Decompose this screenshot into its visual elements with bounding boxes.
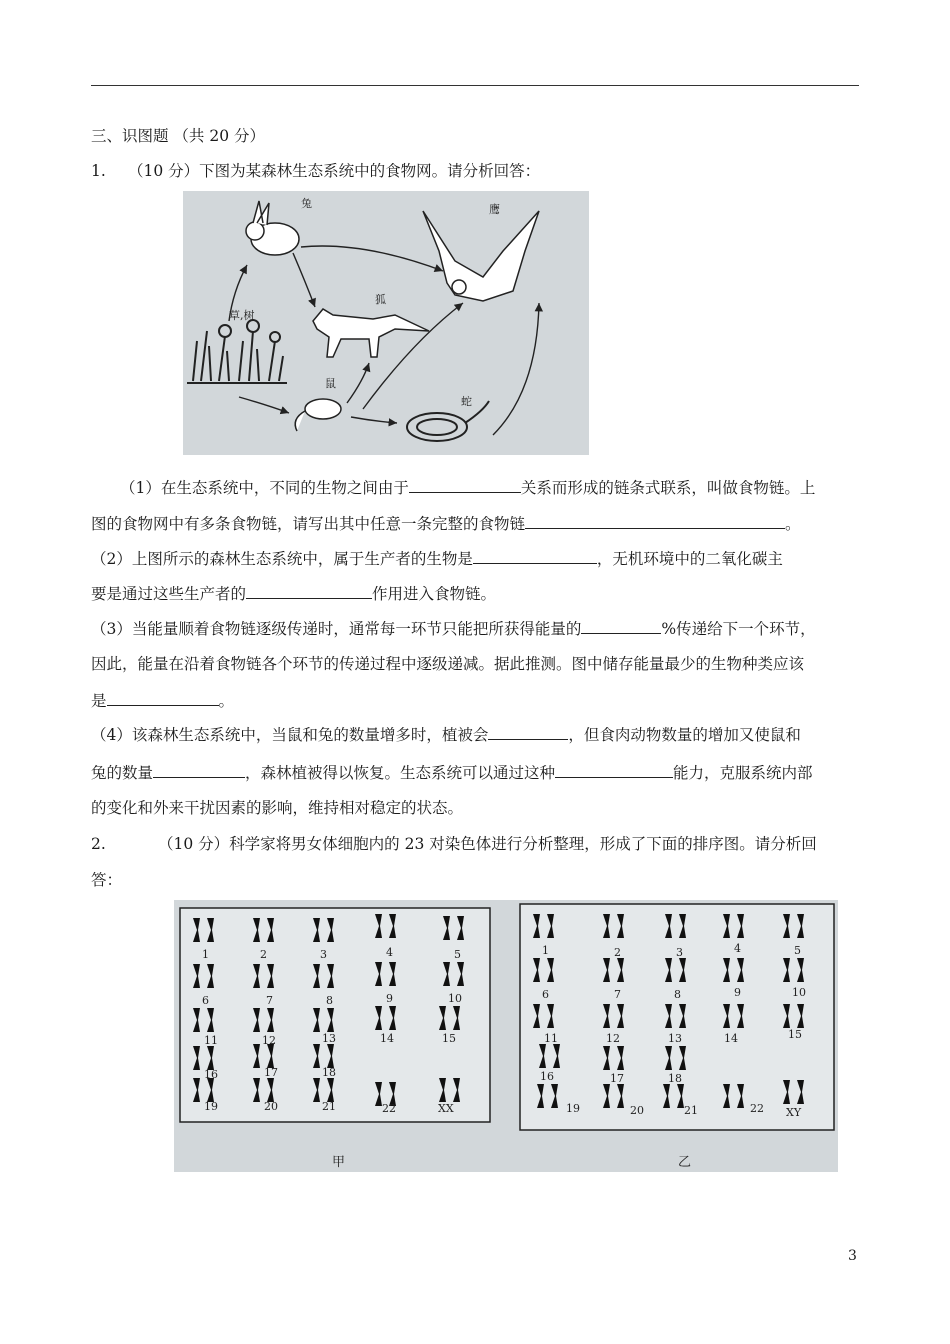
grass-label: 草,树 [229,309,255,322]
chrom-label-xy: XY [786,1106,802,1119]
chrom-label-11: 11 [204,1034,218,1047]
chrom-label-16: 16 [204,1068,218,1081]
q1-part2-line1 [91,548,783,569]
chrom-label-4: 4 [386,946,393,959]
chrom-label-m4: 4 [734,942,741,955]
chrom-label-12: 12 [262,1034,276,1047]
q1-part3-line1 [91,618,816,639]
q1-part3-text-b: %传递给下一个环节， [661,620,816,638]
q1-part4-line1 [91,724,801,745]
q1-part3-text-d: 。 [218,692,235,710]
q1-part1-line1 [120,477,815,498]
answer-blank-food-chain[interactable] [525,513,785,529]
karyotype-caption-right: 乙 [678,1155,692,1170]
q1-part2-text-d: 作用进入食物链。 [372,585,497,603]
chrom-label-8: 8 [326,994,333,1007]
chrom-label-10: 10 [448,992,462,1005]
chrom-label-19: 19 [204,1100,218,1113]
q1-part4-text-b: ，但食肉动物数量的增加又使鼠和 [568,726,801,744]
eagle-drawing [423,211,539,301]
page-number: 3 [848,1248,857,1264]
karyotype-figure [174,900,838,1172]
q1-part2-text-a: （2）上图所示的森林生态系统中，属于生产者的生物是 [91,550,473,568]
food-web-figure [183,191,589,455]
chrom-label-m5: 5 [794,944,801,957]
chrom-label-m6: 6 [542,988,549,1001]
chrom-label-m18: 18 [668,1072,682,1085]
chrom-label-22: 22 [382,1102,396,1115]
chrom-label-m7: 7 [614,988,621,1001]
chrom-label-m21: 21 [684,1104,698,1117]
q1-part3-text-a: （3）当能量顺着食物链逐级传递时，通常每一环节只能把所获得能量的 [91,620,582,638]
answer-blank-self-regulation[interactable] [555,762,673,778]
chrom-label-m20: 20 [630,1104,644,1117]
q1-part4-text-c: 兔的数量 [91,764,154,782]
chrom-label-1: 1 [202,948,209,961]
chrom-label-2: 2 [260,948,267,961]
q1-part3-text-c: 是 [91,692,107,710]
chrom-label-13: 13 [322,1032,336,1045]
chrom-label-21: 21 [322,1100,336,1113]
fox-label: 狐 [375,293,386,306]
answer-blank-photosynthesis[interactable] [246,583,372,599]
chrom-label-5: 5 [454,948,461,961]
answer-blank-least-energy[interactable] [107,690,219,706]
chrom-label-9: 9 [386,992,393,1005]
chrom-label-m3: 3 [676,946,683,959]
chrom-label-m2: 2 [614,946,621,959]
chrom-label-m8: 8 [674,988,681,1001]
chrom-label-m17: 17 [610,1072,624,1085]
mouse-drawing [295,399,341,431]
chrom-label-m11: 11 [544,1032,558,1045]
chrom-label-3: 3 [320,948,327,961]
q1-part2-line2 [91,583,496,604]
q1-part3-line3 [91,690,234,711]
q1-part1-line2 [91,513,801,534]
header-rule [91,85,859,86]
chrom-label-14: 14 [380,1032,394,1045]
chrom-label-15: 15 [442,1032,456,1045]
grass-drawing [187,320,287,383]
chrom-label-xx: XX [438,1102,454,1115]
q2-number: 2. [91,835,106,853]
q1-part1-text-c: 图的食物网中有多条食物链，请写出其中任意一条完整的食物链 [91,515,526,533]
chrom-label-m12: 12 [606,1032,620,1045]
q1-part4-text-a: （4）该森林生态系统中，当鼠和兔的数量增多时，植被会 [91,726,489,744]
food-web-drawing [183,191,589,455]
chrom-label-20: 20 [264,1100,278,1113]
chrom-label-m22: 22 [750,1102,764,1115]
chrom-label-m16: 16 [540,1070,554,1083]
mouse-label: 鼠 [325,377,336,390]
q1-part4-line2 [91,762,813,783]
q1-stem: （10 分）下图为某森林生态系统中的食物网。请分析回答： [128,162,541,180]
chrom-label-7: 7 [266,994,273,1007]
karyotype-caption-left: 甲 [332,1155,346,1170]
q2-stem-line2: 答： [91,871,123,889]
answer-blank-relation[interactable] [409,477,521,493]
chrom-label-m9: 9 [734,986,741,999]
q2-stem: （10 分）科学家将男女体细胞内的 23 对染色体进行分析整理，形成了下面的排序图。请分析回 [158,835,817,853]
q1-part4-line3: 的变化和外来干扰因素的影响，维持相对稳定的状态。 [91,799,464,817]
chrom-label-6: 6 [202,994,209,1007]
chrom-label-m10: 10 [792,986,806,999]
snake-drawing [407,401,489,441]
q1-part1-text-a: （1）在生态系统中，不同的生物之间由于 [120,479,409,497]
chrom-label-18: 18 [322,1066,336,1079]
q1-part4-text-d: ，森林植被得以恢复。生态系统可以通过这种 [245,764,556,782]
chrom-label-m14: 14 [724,1032,738,1045]
answer-blank-vegetation[interactable] [488,724,568,740]
q1-part1-text-b: 关系而形成的链条式联系，叫做食物链。上 [520,479,816,497]
q1-part3-line2: 因此，能量在沿着食物链各个环节的传递过程中逐级递减。据此推测。图中储存能量最少的生物种类应该 [91,655,805,673]
q1-part4-text-e: 能力，克服系统内部 [673,764,813,782]
chrom-label-m15: 15 [788,1028,802,1041]
chrom-label-m13: 13 [668,1032,682,1045]
snake-label: 蛇 [461,395,472,408]
rabbit-drawing [246,201,299,255]
chrom-label-m1: 1 [542,944,549,957]
chrom-label-17: 17 [264,1066,278,1079]
answer-blank-population[interactable] [153,762,245,778]
q1-part2-text-b: ，无机环境中的二氧化碳主 [596,550,783,568]
section-title: 三、识图题 （共 20 分） [91,127,266,145]
q1-part1-text-d: 。 [785,515,801,533]
q1-number: 1. [91,162,106,180]
rabbit-label: 兔 [301,197,312,210]
eagle-label: 鹰 [489,203,500,216]
karyotype-drawing [174,900,838,1172]
answer-blank-producer[interactable] [473,548,597,564]
q1-part2-text-c: 要是通过这些生产者的 [91,585,247,603]
answer-blank-percent[interactable] [581,618,661,634]
chrom-label-m19: 19 [566,1102,580,1115]
